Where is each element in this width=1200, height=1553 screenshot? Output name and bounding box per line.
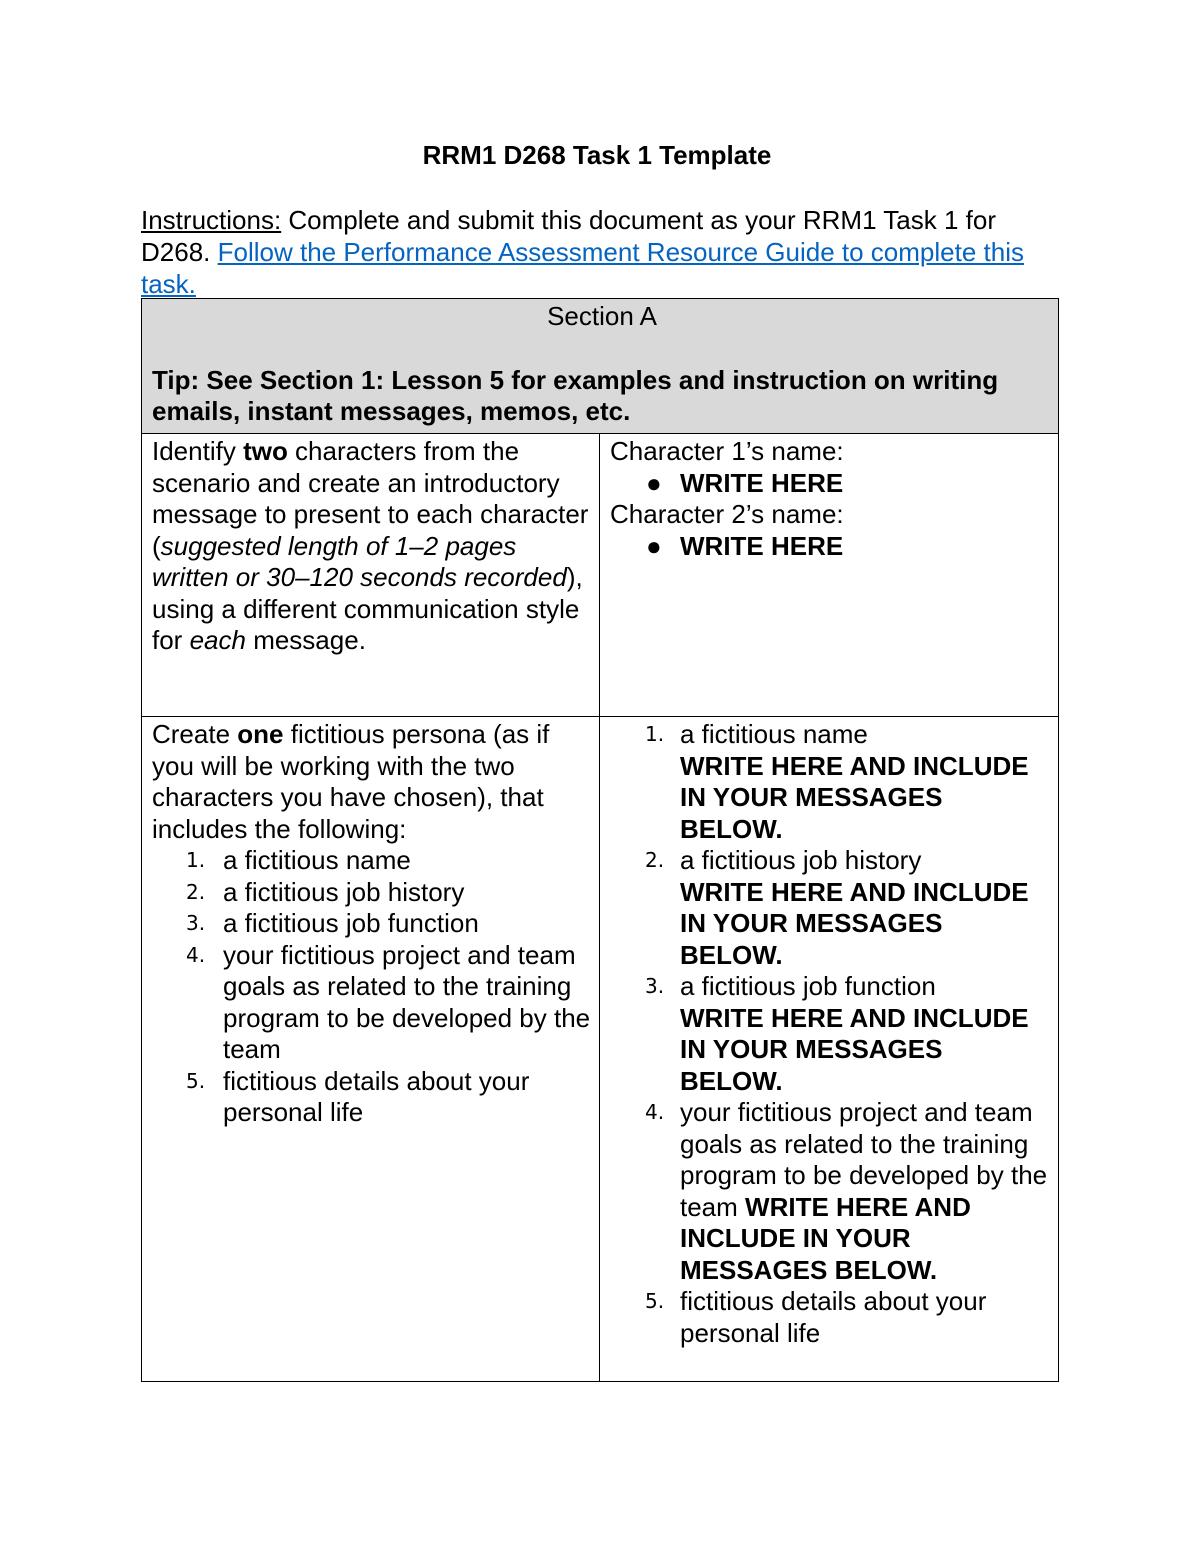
text-run: message. <box>245 625 366 655</box>
text-run: each <box>189 625 246 655</box>
persona-requirements-list <box>152 845 593 1129</box>
list-text: your fictitious project and team goals as related to the training program to be developed by the team <box>680 1097 1048 1222</box>
character-1-placeholder: WRITE HERE <box>680 467 844 498</box>
list-item <box>152 1066 593 1129</box>
character-1-field[interactable] <box>610 468 1052 500</box>
list-item <box>152 908 593 940</box>
resource-guide-link[interactable]: Follow the Performance Assessment Resource Guide to complete this task. <box>141 237 1024 299</box>
list-text: your fictitious project and team goals as related to the training program to be developed by the team <box>223 939 591 1064</box>
persona-answer-list <box>610 719 1052 1349</box>
character-2-placeholder: WRITE HERE <box>680 530 844 561</box>
text-run: two <box>243 436 288 466</box>
list-text: fictitious details about your personal life <box>680 1286 987 1348</box>
list-text: a fictitious name <box>680 719 868 749</box>
list-item <box>152 845 593 877</box>
text-run: fictitious persona (as if you will be working with the two characters you have chosen), that includes the following: <box>152 719 550 844</box>
section-a-header <box>142 299 1059 434</box>
list-number: 5. <box>645 1289 665 1313</box>
list-text: a fictitious name <box>223 845 411 875</box>
list-text: a fictitious job history <box>223 876 465 907</box>
list-text: a fictitious job history <box>680 845 922 875</box>
section-tip: Tip: See Section 1: Lesson 5 for examples and instruction on writing emails, instant messages, memos, etc. <box>152 364 999 426</box>
list-text: a fictitious job function <box>223 908 479 938</box>
list-number: 3. <box>186 911 206 935</box>
list-number: 1. <box>186 848 206 872</box>
list-item <box>152 940 593 1066</box>
text-run: Create <box>152 719 238 749</box>
list-number: 4. <box>186 942 206 967</box>
list-item <box>152 877 593 909</box>
instructions-label: Instructions: <box>141 205 282 235</box>
persona-answer-cell <box>600 717 1059 1382</box>
list-number: 4. <box>645 1100 665 1124</box>
persona-instruction-cell <box>142 717 600 1382</box>
list-number: 2. <box>186 879 206 904</box>
persona-instruction <box>152 719 593 845</box>
answer-placeholder: WRITE HERE AND INCLUDE IN YOUR MESSAGES BELOW. <box>680 750 1029 844</box>
text-run: suggested length of 1–2 pages written or 30–120 seconds recorded <box>152 530 567 592</box>
list-text: fictitious details about your personal life <box>223 1065 530 1127</box>
answer-placeholder: WRITE HERE AND INCLUDE IN YOUR MESSAGES BELOW. <box>680 1191 971 1285</box>
characters-instruction <box>152 436 593 625</box>
text-run: one <box>237 719 284 749</box>
instructions-paragraph <box>141 204 1061 300</box>
list-item[interactable] <box>610 1286 1052 1349</box>
document-title: RRM1 D268 Task 1 Template <box>422 140 772 170</box>
bullet-icon: ● <box>646 467 662 498</box>
answer-placeholder: WRITE HERE AND INCLUDE IN YOUR MESSAGES BELOW. <box>680 876 1029 970</box>
answer-placeholder: WRITE HERE AND INCLUDE IN YOUR MESSAGES BELOW. <box>680 1002 1029 1096</box>
character-2-label: Character 2’s name: <box>610 499 844 529</box>
character-2-field[interactable] <box>610 531 1052 563</box>
list-text: a fictitious job function <box>680 971 936 1001</box>
characters-instruction-cell <box>142 434 600 717</box>
list-item[interactable] <box>610 719 1052 845</box>
text-run: characters from the scenario and create an introductory message to present to each character ( <box>152 436 589 561</box>
bullet-icon: ● <box>646 530 662 561</box>
list-item[interactable] <box>610 845 1052 971</box>
text-run: for <box>152 625 190 655</box>
characters-instruction-end <box>152 625 593 657</box>
text-run: ), using a different communication style <box>152 562 583 624</box>
instructions-text: Complete and submit this document as your RRM1 Task 1 for D268. <box>141 205 997 267</box>
list-number: 1. <box>645 722 665 746</box>
list-number: 3. <box>645 974 665 998</box>
list-item[interactable] <box>610 1097 1052 1286</box>
list-number: 2. <box>645 848 665 872</box>
section-title: Section A <box>547 301 657 331</box>
text-run: Identify <box>152 436 244 466</box>
characters-answer-cell <box>600 434 1059 717</box>
list-number: 5. <box>186 1068 206 1093</box>
section-a-table <box>141 298 1059 1382</box>
character-1-label: Character 1’s name: <box>610 436 844 466</box>
list-item[interactable] <box>610 971 1052 1097</box>
